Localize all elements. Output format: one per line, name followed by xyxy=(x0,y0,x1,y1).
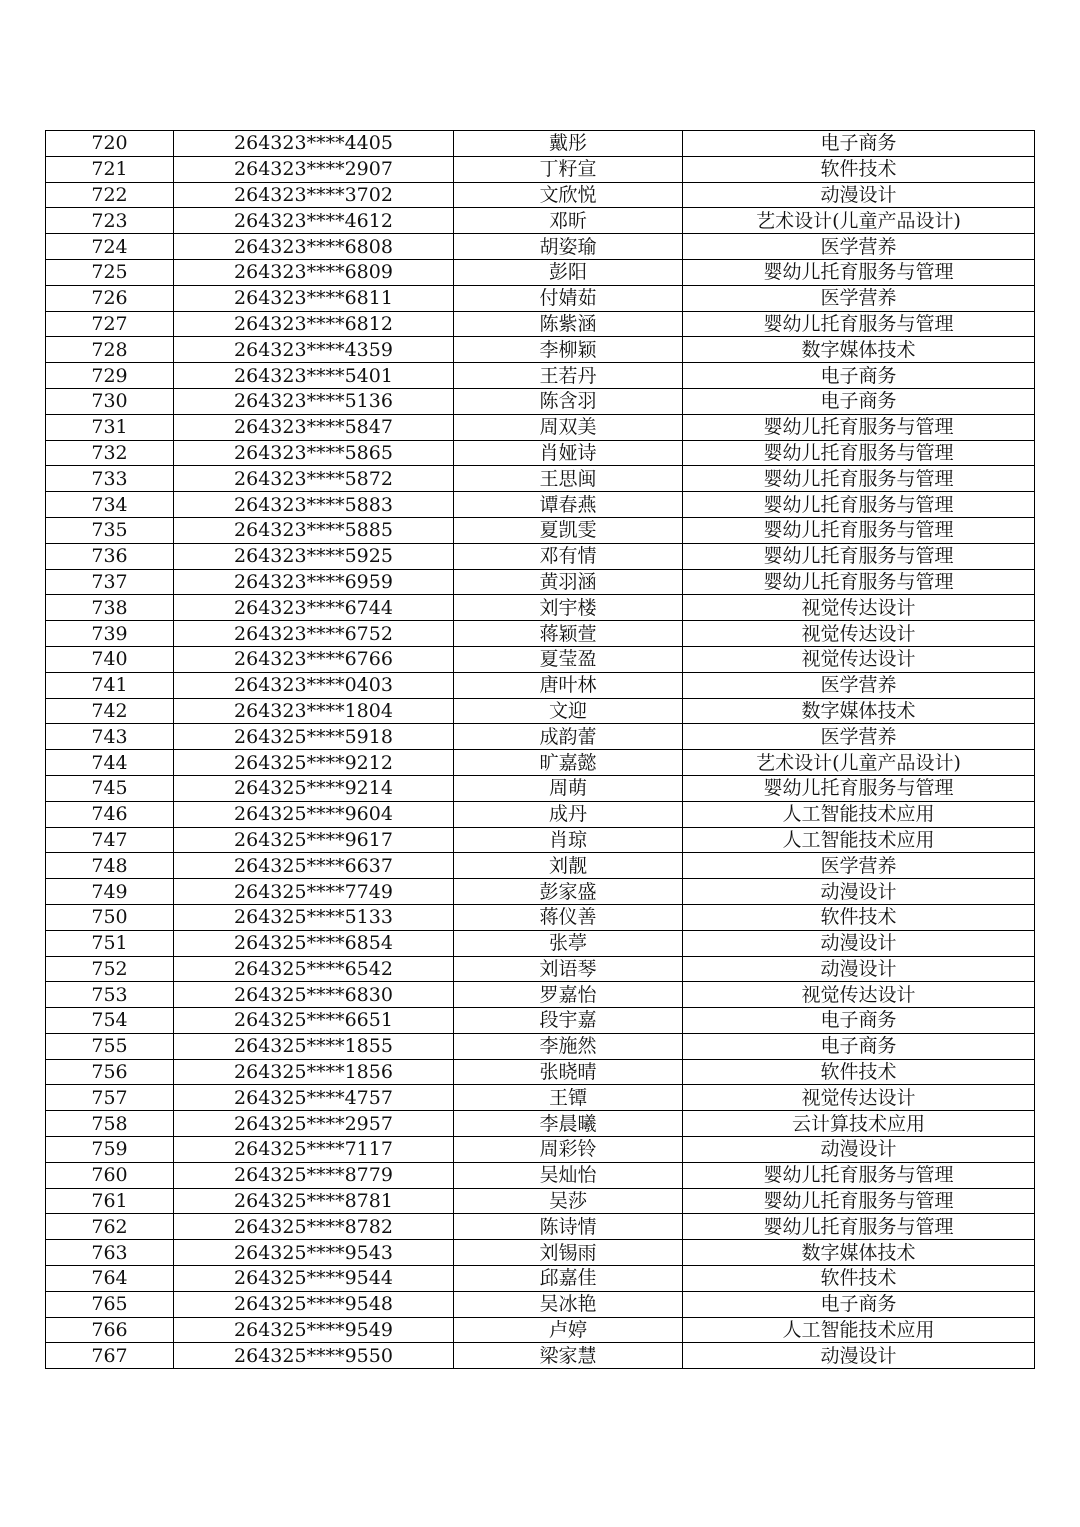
id-number-cell: 264325****6637 xyxy=(174,853,454,879)
table-row xyxy=(46,956,1035,982)
major-cell: 人工智能技术应用 xyxy=(683,827,1035,853)
row-number-cell: 746 xyxy=(46,801,174,827)
id-number-cell: 264325****6854 xyxy=(174,930,454,956)
table-row xyxy=(46,234,1035,260)
name-cell: 文欣悦 xyxy=(454,182,683,208)
id-number-cell: 264323****5136 xyxy=(174,388,454,414)
table-row xyxy=(46,1059,1035,1085)
name-cell: 夏莹盈 xyxy=(454,646,683,672)
name-cell: 张葶 xyxy=(454,930,683,956)
id-number-cell: 264323****5925 xyxy=(174,543,454,569)
major-cell: 婴幼儿托育服务与管理 xyxy=(683,1162,1035,1188)
table-row xyxy=(46,543,1035,569)
row-number-cell: 731 xyxy=(46,414,174,440)
name-cell: 胡姿瑜 xyxy=(454,234,683,260)
table-row xyxy=(46,801,1035,827)
major-cell: 视觉传达设计 xyxy=(683,1085,1035,1111)
table-row xyxy=(46,285,1035,311)
major-cell: 婴幼儿托育服务与管理 xyxy=(683,440,1035,466)
table-row xyxy=(46,853,1035,879)
id-number-cell: 264323****5401 xyxy=(174,363,454,389)
name-cell: 刘锡雨 xyxy=(454,1240,683,1266)
table-row xyxy=(46,182,1035,208)
table-row xyxy=(46,879,1035,905)
name-cell: 罗嘉怡 xyxy=(454,982,683,1008)
id-number-cell: 264323****5872 xyxy=(174,466,454,492)
id-number-cell: 264323****3702 xyxy=(174,182,454,208)
table-row xyxy=(46,1008,1035,1034)
major-cell: 医学营养 xyxy=(683,724,1035,750)
row-number-cell: 760 xyxy=(46,1162,174,1188)
row-number-cell: 732 xyxy=(46,440,174,466)
name-cell: 梁家慧 xyxy=(454,1343,683,1369)
id-number-cell: 264325****9617 xyxy=(174,827,454,853)
name-cell: 唐叶林 xyxy=(454,672,683,698)
table-row xyxy=(46,414,1035,440)
major-cell: 视觉传达设计 xyxy=(683,595,1035,621)
major-cell: 动漫设计 xyxy=(683,879,1035,905)
id-number-cell: 264325****1856 xyxy=(174,1059,454,1085)
name-cell: 黄羽涵 xyxy=(454,569,683,595)
row-number-cell: 724 xyxy=(46,234,174,260)
major-cell: 数字媒体技术 xyxy=(683,698,1035,724)
major-cell: 动漫设计 xyxy=(683,956,1035,982)
row-number-cell: 741 xyxy=(46,672,174,698)
name-cell: 陈含羽 xyxy=(454,388,683,414)
row-number-cell: 748 xyxy=(46,853,174,879)
major-cell: 视觉传达设计 xyxy=(683,982,1035,1008)
table-row xyxy=(46,1033,1035,1059)
id-number-cell: 264325****9549 xyxy=(174,1317,454,1343)
row-number-cell: 765 xyxy=(46,1291,174,1317)
row-number-cell: 725 xyxy=(46,259,174,285)
row-number-cell: 734 xyxy=(46,492,174,518)
row-number-cell: 733 xyxy=(46,466,174,492)
row-number-cell: 750 xyxy=(46,904,174,930)
name-cell: 蒋颖萱 xyxy=(454,621,683,647)
name-cell: 夏凯雯 xyxy=(454,517,683,543)
roster-table xyxy=(45,130,1035,1369)
row-number-cell: 752 xyxy=(46,956,174,982)
row-number-cell: 754 xyxy=(46,1008,174,1034)
name-cell: 陈紫涵 xyxy=(454,311,683,337)
id-number-cell: 264325****8782 xyxy=(174,1214,454,1240)
table-row xyxy=(46,930,1035,956)
table-row xyxy=(46,1188,1035,1214)
id-number-cell: 264323****6752 xyxy=(174,621,454,647)
major-cell: 视觉传达设计 xyxy=(683,646,1035,672)
row-number-cell: 767 xyxy=(46,1343,174,1369)
major-cell: 动漫设计 xyxy=(683,1343,1035,1369)
table-row xyxy=(46,698,1035,724)
id-number-cell: 264323****5885 xyxy=(174,517,454,543)
table-row xyxy=(46,827,1035,853)
major-cell: 软件技术 xyxy=(683,156,1035,182)
name-cell: 彭家盛 xyxy=(454,879,683,905)
major-cell: 软件技术 xyxy=(683,904,1035,930)
id-number-cell: 264323****2907 xyxy=(174,156,454,182)
name-cell: 蒋仪善 xyxy=(454,904,683,930)
id-number-cell: 264325****7749 xyxy=(174,879,454,905)
name-cell: 成丹 xyxy=(454,801,683,827)
id-number-cell: 264323****6808 xyxy=(174,234,454,260)
name-cell: 李施然 xyxy=(454,1033,683,1059)
table-row xyxy=(46,1085,1035,1111)
major-cell: 婴幼儿托育服务与管理 xyxy=(683,311,1035,337)
name-cell: 戴彤 xyxy=(454,131,683,157)
id-number-cell: 264325****9548 xyxy=(174,1291,454,1317)
major-cell: 电子商务 xyxy=(683,1008,1035,1034)
name-cell: 成韵蕾 xyxy=(454,724,683,750)
major-cell: 云计算技术应用 xyxy=(683,1111,1035,1137)
row-number-cell: 755 xyxy=(46,1033,174,1059)
table-row xyxy=(46,1111,1035,1137)
major-cell: 人工智能技术应用 xyxy=(683,1317,1035,1343)
major-cell: 动漫设计 xyxy=(683,1137,1035,1163)
id-number-cell: 264323****4359 xyxy=(174,337,454,363)
row-number-cell: 738 xyxy=(46,595,174,621)
row-number-cell: 747 xyxy=(46,827,174,853)
name-cell: 王镡 xyxy=(454,1085,683,1111)
id-number-cell: 264323****5847 xyxy=(174,414,454,440)
id-number-cell: 264323****6811 xyxy=(174,285,454,311)
table-row xyxy=(46,672,1035,698)
row-number-cell: 764 xyxy=(46,1266,174,1292)
roster-table-body xyxy=(46,131,1035,1369)
table-row xyxy=(46,363,1035,389)
id-number-cell: 264325****4757 xyxy=(174,1085,454,1111)
name-cell: 吴莎 xyxy=(454,1188,683,1214)
id-number-cell: 264325****6651 xyxy=(174,1008,454,1034)
table-row xyxy=(46,156,1035,182)
table-row xyxy=(46,131,1035,157)
id-number-cell: 264325****8781 xyxy=(174,1188,454,1214)
id-number-cell: 264325****9543 xyxy=(174,1240,454,1266)
id-number-cell: 264323****5883 xyxy=(174,492,454,518)
major-cell: 艺术设计(儿童产品设计) xyxy=(683,750,1035,776)
major-cell: 动漫设计 xyxy=(683,182,1035,208)
major-cell: 医学营养 xyxy=(683,853,1035,879)
id-number-cell: 264325****6830 xyxy=(174,982,454,1008)
major-cell: 软件技术 xyxy=(683,1059,1035,1085)
table-row xyxy=(46,259,1035,285)
name-cell: 邓有情 xyxy=(454,543,683,569)
id-number-cell: 264323****6766 xyxy=(174,646,454,672)
table-row xyxy=(46,775,1035,801)
major-cell: 婴幼儿托育服务与管理 xyxy=(683,775,1035,801)
table-row xyxy=(46,1291,1035,1317)
row-number-cell: 743 xyxy=(46,724,174,750)
name-cell: 彭阳 xyxy=(454,259,683,285)
major-cell: 婴幼儿托育服务与管理 xyxy=(683,1188,1035,1214)
row-number-cell: 756 xyxy=(46,1059,174,1085)
name-cell: 丁籽宣 xyxy=(454,156,683,182)
table-row xyxy=(46,1317,1035,1343)
id-number-cell: 264325****5133 xyxy=(174,904,454,930)
table-row xyxy=(46,311,1035,337)
row-number-cell: 745 xyxy=(46,775,174,801)
row-number-cell: 742 xyxy=(46,698,174,724)
name-cell: 刘语琴 xyxy=(454,956,683,982)
id-number-cell: 264325****5918 xyxy=(174,724,454,750)
id-number-cell: 264325****9214 xyxy=(174,775,454,801)
table-row xyxy=(46,440,1035,466)
name-cell: 吴冰艳 xyxy=(454,1291,683,1317)
major-cell: 电子商务 xyxy=(683,131,1035,157)
major-cell: 婴幼儿托育服务与管理 xyxy=(683,569,1035,595)
row-number-cell: 751 xyxy=(46,930,174,956)
major-cell: 软件技术 xyxy=(683,1266,1035,1292)
name-cell: 王思闽 xyxy=(454,466,683,492)
major-cell: 电子商务 xyxy=(683,363,1035,389)
id-number-cell: 264325****9604 xyxy=(174,801,454,827)
name-cell: 周彩铃 xyxy=(454,1137,683,1163)
table-row xyxy=(46,1266,1035,1292)
row-number-cell: 744 xyxy=(46,750,174,776)
id-number-cell: 264323****4405 xyxy=(174,131,454,157)
table-row xyxy=(46,337,1035,363)
table-row xyxy=(46,517,1035,543)
major-cell: 数字媒体技术 xyxy=(683,337,1035,363)
table-row xyxy=(46,569,1035,595)
name-cell: 周萌 xyxy=(454,775,683,801)
id-number-cell: 264323****5865 xyxy=(174,440,454,466)
name-cell: 陈诗情 xyxy=(454,1214,683,1240)
id-number-cell: 264325****9212 xyxy=(174,750,454,776)
id-number-cell: 264323****6959 xyxy=(174,569,454,595)
id-number-cell: 264325****1855 xyxy=(174,1033,454,1059)
table-row xyxy=(46,388,1035,414)
table-row xyxy=(46,492,1035,518)
row-number-cell: 766 xyxy=(46,1317,174,1343)
row-number-cell: 753 xyxy=(46,982,174,1008)
table-row xyxy=(46,982,1035,1008)
id-number-cell: 264323****6809 xyxy=(174,259,454,285)
row-number-cell: 736 xyxy=(46,543,174,569)
row-number-cell: 722 xyxy=(46,182,174,208)
row-number-cell: 735 xyxy=(46,517,174,543)
table-row xyxy=(46,724,1035,750)
row-number-cell: 739 xyxy=(46,621,174,647)
row-number-cell: 761 xyxy=(46,1188,174,1214)
row-number-cell: 728 xyxy=(46,337,174,363)
name-cell: 旷嘉懿 xyxy=(454,750,683,776)
name-cell: 谭春燕 xyxy=(454,492,683,518)
major-cell: 婴幼儿托育服务与管理 xyxy=(683,259,1035,285)
table-row xyxy=(46,750,1035,776)
major-cell: 医学营养 xyxy=(683,672,1035,698)
row-number-cell: 759 xyxy=(46,1137,174,1163)
row-number-cell: 762 xyxy=(46,1214,174,1240)
row-number-cell: 758 xyxy=(46,1111,174,1137)
major-cell: 婴幼儿托育服务与管理 xyxy=(683,414,1035,440)
id-number-cell: 264325****7117 xyxy=(174,1137,454,1163)
name-cell: 李晨曦 xyxy=(454,1111,683,1137)
name-cell: 邓昕 xyxy=(454,208,683,234)
id-number-cell: 264323****0403 xyxy=(174,672,454,698)
major-cell: 人工智能技术应用 xyxy=(683,801,1035,827)
id-number-cell: 264323****6812 xyxy=(174,311,454,337)
name-cell: 张晓晴 xyxy=(454,1059,683,1085)
id-number-cell: 264325****9544 xyxy=(174,1266,454,1292)
id-number-cell: 264323****6744 xyxy=(174,595,454,621)
id-number-cell: 264325****9550 xyxy=(174,1343,454,1369)
row-number-cell: 763 xyxy=(46,1240,174,1266)
name-cell: 付婧茹 xyxy=(454,285,683,311)
major-cell: 电子商务 xyxy=(683,388,1035,414)
major-cell: 婴幼儿托育服务与管理 xyxy=(683,492,1035,518)
id-number-cell: 264325****2957 xyxy=(174,1111,454,1137)
row-number-cell: 723 xyxy=(46,208,174,234)
table-row xyxy=(46,621,1035,647)
id-number-cell: 264323****4612 xyxy=(174,208,454,234)
major-cell: 医学营养 xyxy=(683,234,1035,260)
name-cell: 肖琼 xyxy=(454,827,683,853)
row-number-cell: 727 xyxy=(46,311,174,337)
row-number-cell: 726 xyxy=(46,285,174,311)
table-row xyxy=(46,466,1035,492)
name-cell: 文迎 xyxy=(454,698,683,724)
row-number-cell: 757 xyxy=(46,1085,174,1111)
major-cell: 婴幼儿托育服务与管理 xyxy=(683,466,1035,492)
row-number-cell: 740 xyxy=(46,646,174,672)
row-number-cell: 749 xyxy=(46,879,174,905)
table-row xyxy=(46,1214,1035,1240)
major-cell: 动漫设计 xyxy=(683,930,1035,956)
major-cell: 婴幼儿托育服务与管理 xyxy=(683,543,1035,569)
id-number-cell: 264325****6542 xyxy=(174,956,454,982)
id-number-cell: 264325****8779 xyxy=(174,1162,454,1188)
table-row xyxy=(46,646,1035,672)
name-cell: 李柳颖 xyxy=(454,337,683,363)
name-cell: 邱嘉佳 xyxy=(454,1266,683,1292)
major-cell: 电子商务 xyxy=(683,1291,1035,1317)
name-cell: 王若丹 xyxy=(454,363,683,389)
table-row xyxy=(46,1162,1035,1188)
table-row xyxy=(46,904,1035,930)
name-cell: 刘宇楼 xyxy=(454,595,683,621)
row-number-cell: 737 xyxy=(46,569,174,595)
table-row xyxy=(46,208,1035,234)
row-number-cell: 729 xyxy=(46,363,174,389)
major-cell: 医学营养 xyxy=(683,285,1035,311)
name-cell: 吴灿怡 xyxy=(454,1162,683,1188)
major-cell: 数字媒体技术 xyxy=(683,1240,1035,1266)
table-row xyxy=(46,595,1035,621)
major-cell: 电子商务 xyxy=(683,1033,1035,1059)
major-cell: 视觉传达设计 xyxy=(683,621,1035,647)
major-cell: 婴幼儿托育服务与管理 xyxy=(683,517,1035,543)
major-cell: 婴幼儿托育服务与管理 xyxy=(683,1214,1035,1240)
name-cell: 刘靓 xyxy=(454,853,683,879)
name-cell: 卢婷 xyxy=(454,1317,683,1343)
table-row xyxy=(46,1137,1035,1163)
table-row xyxy=(46,1343,1035,1369)
row-number-cell: 721 xyxy=(46,156,174,182)
id-number-cell: 264323****1804 xyxy=(174,698,454,724)
row-number-cell: 720 xyxy=(46,131,174,157)
table-row xyxy=(46,1240,1035,1266)
major-cell: 艺术设计(儿童产品设计) xyxy=(683,208,1035,234)
name-cell: 周双美 xyxy=(454,414,683,440)
row-number-cell: 730 xyxy=(46,388,174,414)
name-cell: 段宇嘉 xyxy=(454,1008,683,1034)
name-cell: 肖娅诗 xyxy=(454,440,683,466)
